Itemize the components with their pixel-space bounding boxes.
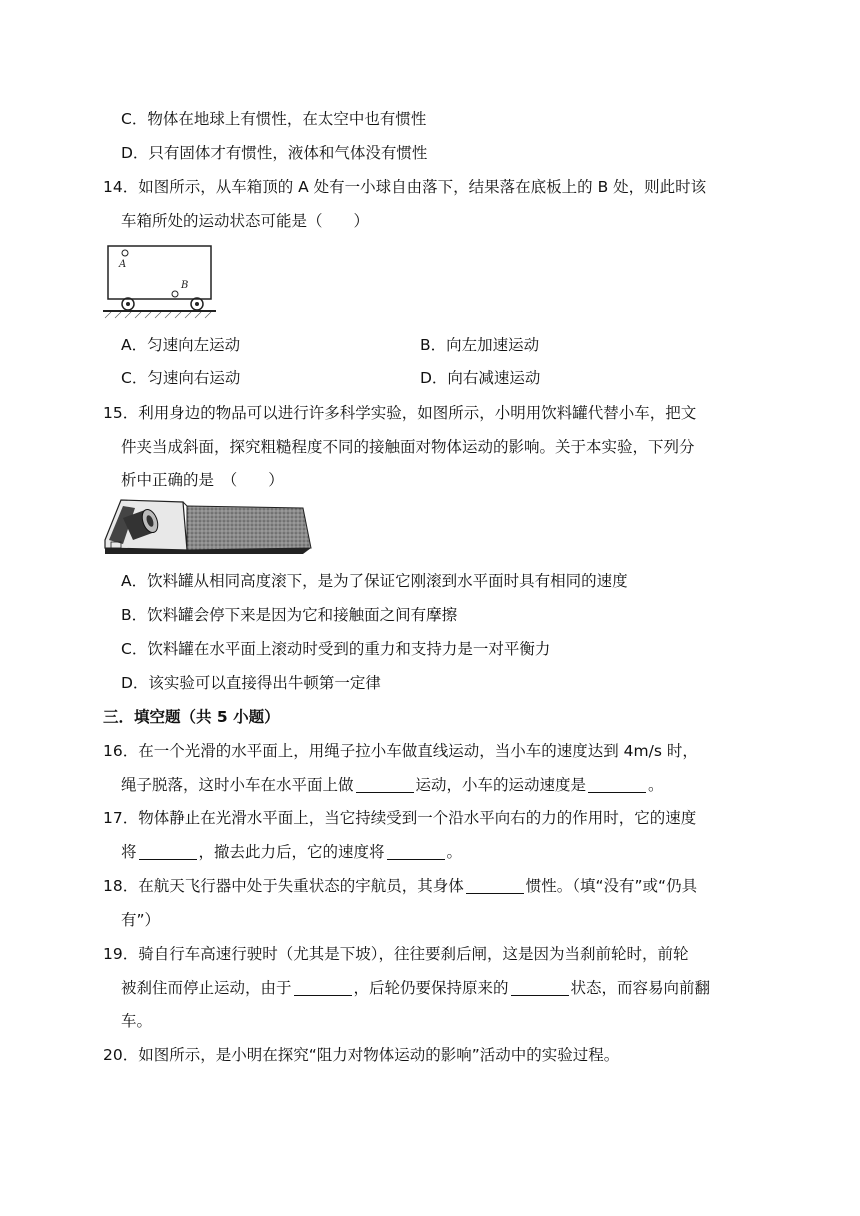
q15-incline-figure [103, 496, 313, 562]
q18-stem-line1: 18．在航天飞行器中处于失重状态的宇航员，其身体 惯性。（填“没有”或“仍具 [103, 877, 698, 895]
q14-stem-line2: 车箱所处的运动状态可能是（ ） [121, 212, 370, 230]
q20-stem-line1: 20．如图所示，是小明在探究“阻力对物体运动的影响”活动中的实验过程。 [103, 1046, 620, 1064]
ball-b [172, 291, 178, 297]
q19-stem-line3: 车。 [121, 1012, 153, 1030]
q19-stem-line1: 19．骑自行车高速行驶时（尤其是下坡），往往要刹后闸，这是因为当刹前轮时，前轮 [103, 945, 689, 963]
q15-stem-line3: 析中正确的是 （ ） [121, 471, 284, 489]
q17-blank-1[interactable] [139, 843, 197, 860]
q15-option-c: C．饮料罐在水平面上滚动时受到的重力和支持力是一对平衡力 [121, 640, 551, 658]
q15-option-d: D．该实验可以直接得出牛顿第一定律 [121, 674, 381, 692]
q14-option-c: C．匀速向右运动 [121, 369, 241, 387]
q13-option-d: D．只有固体才有惯性，液体和气体没有惯性 [121, 144, 428, 162]
rough-surface [187, 506, 311, 550]
q19-blank-2[interactable] [511, 979, 569, 996]
q17-blank-2[interactable] [387, 843, 445, 860]
q17-stem-line2: 将 ，撤去此力后，它的速度将 。 [121, 843, 463, 861]
label-a: A [119, 259, 127, 270]
q14-stem-line1: 14．如图所示，从车箱顶的 A 处有一小球自由落下，结果落在底板上的 B 处，则此时该 [103, 178, 707, 196]
q15-stem-line2: 件夹当成斜面，探究粗糙程度不同的接触面对物体运动的影响。关于本实验，下列分 [121, 438, 695, 456]
q16-stem-line1: 16．在一个光滑的水平面上，用绳子拉小车做直线运动，当小车的速度达到 4m/s 时， [103, 742, 698, 760]
ball-a [122, 250, 128, 256]
q18-blank-1[interactable] [466, 877, 524, 894]
q14-option-d: D．向右减速运动 [420, 369, 541, 387]
q14-option-a: A．匀速向左运动 [121, 336, 241, 354]
q19-stem-line2: 被刹住而停止运动，由于 ，后轮仍要保持原来的 状态，而容易向前翻 [121, 979, 711, 997]
q16-blank-2[interactable] [588, 776, 646, 793]
label-b: B [181, 280, 189, 291]
q15-option-a: A．饮料罐从相同高度滚下，是为了保证它刚滚到水平面时具有相同的速度 [121, 572, 628, 590]
q19-blank-1[interactable] [294, 979, 352, 996]
q13-option-c: C．物体在地球上有惯性，在太空中也有惯性 [121, 110, 427, 128]
q14-option-b: B．向左加速运动 [420, 336, 540, 354]
q18-stem-line2: 有”） [121, 911, 161, 929]
q15-stem-line1: 15．利用身边的物品可以进行许多科学实验，如图所示，小明用饮料罐代替小车，把文 [103, 404, 697, 422]
q15-option-b: B．饮料罐会停下来是因为它和接触面之间有摩擦 [121, 606, 458, 624]
cart-box [108, 246, 211, 299]
q16-blank-1[interactable] [356, 776, 414, 793]
q17-stem-line1: 17．物体静止在光滑水平面上，当它持续受到一个沿水平向右的力的作用时，它的速度 [103, 809, 697, 827]
q14-cart-figure [103, 240, 218, 322]
q16-stem-line2: 绳子脱落，这时小车在水平面上做 运动，小车的运动速度是 。 [121, 776, 664, 794]
section-heading: 三．填空题（共 5 小题） [103, 708, 280, 726]
